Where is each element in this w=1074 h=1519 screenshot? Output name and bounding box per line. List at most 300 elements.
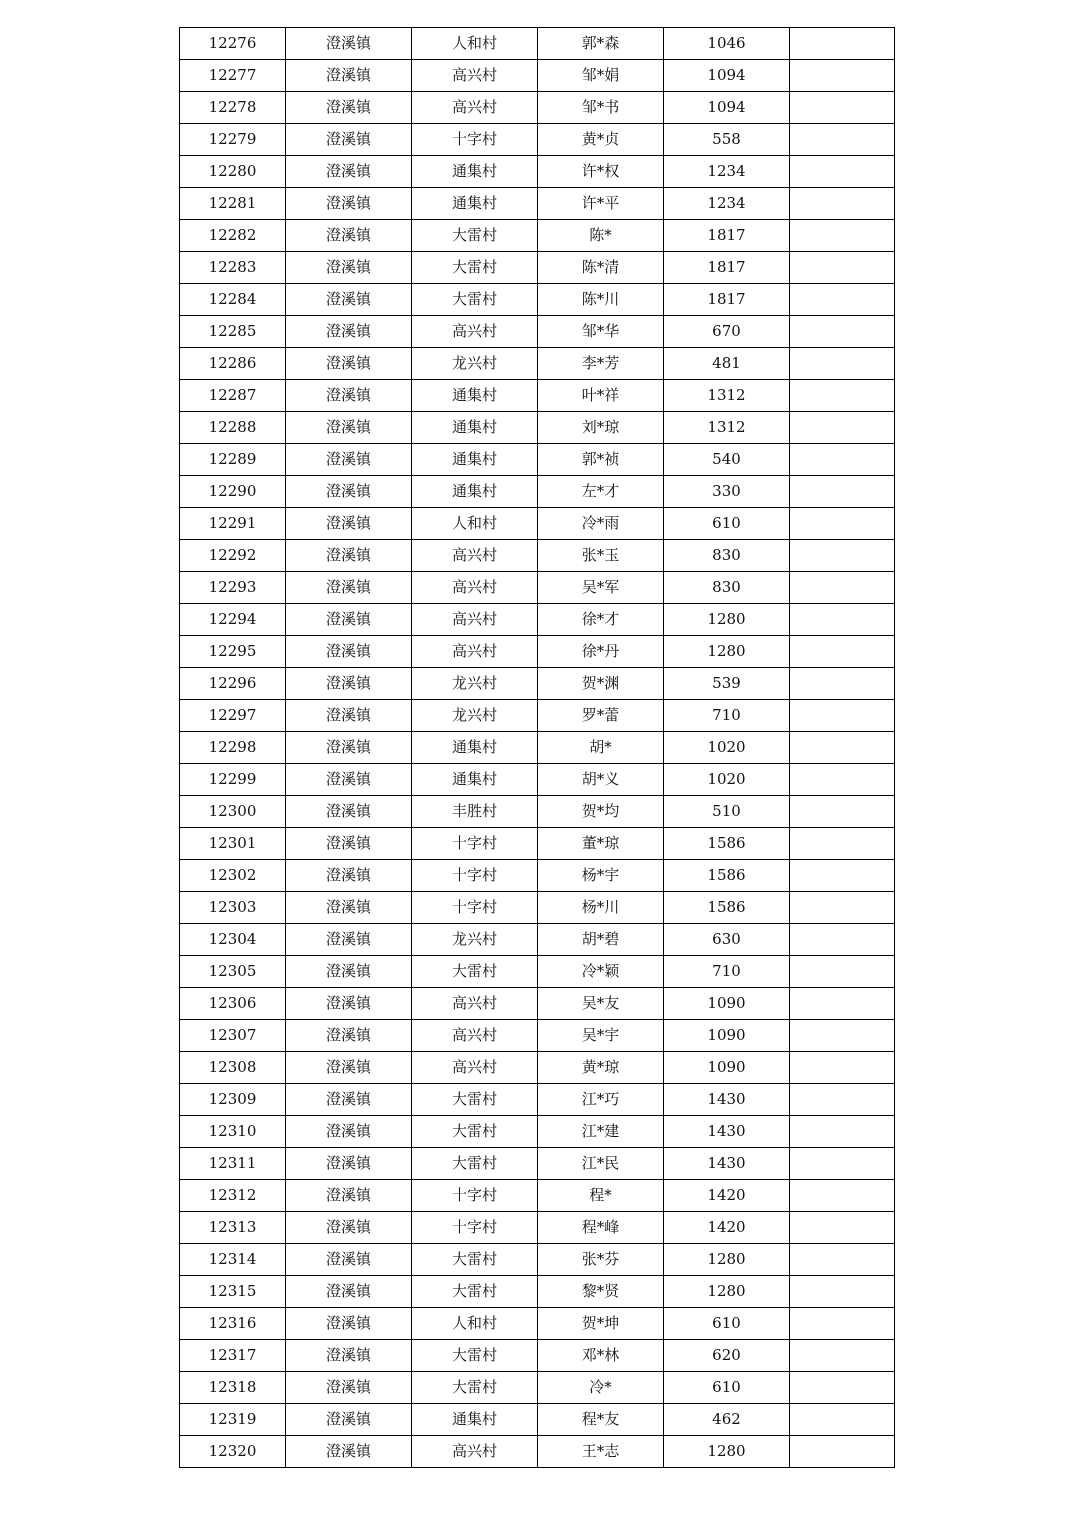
cell-amount: 510 — [664, 796, 790, 828]
cell-serial-number: 12304 — [180, 924, 286, 956]
cell-amount: 1430 — [664, 1084, 790, 1116]
cell-town: 澄溪镇 — [286, 284, 412, 316]
cell-town: 澄溪镇 — [286, 1148, 412, 1180]
cell-village: 通集村 — [412, 764, 538, 796]
cell-town: 澄溪镇 — [286, 1084, 412, 1116]
cell-note — [790, 252, 895, 284]
cell-serial-number: 12285 — [180, 316, 286, 348]
cell-name: 邹*华 — [538, 316, 664, 348]
cell-name: 冷* — [538, 1372, 664, 1404]
cell-village: 大雷村 — [412, 1340, 538, 1372]
cell-name: 程* — [538, 1180, 664, 1212]
table-row — [180, 380, 895, 412]
cell-name: 吴*军 — [538, 572, 664, 604]
table-row — [180, 988, 895, 1020]
table-row — [180, 700, 895, 732]
cell-name: 程*峰 — [538, 1212, 664, 1244]
cell-amount: 620 — [664, 1340, 790, 1372]
cell-village: 龙兴村 — [412, 924, 538, 956]
cell-serial-number: 12311 — [180, 1148, 286, 1180]
table-row — [180, 28, 895, 60]
cell-town: 澄溪镇 — [286, 1180, 412, 1212]
cell-town: 澄溪镇 — [286, 1276, 412, 1308]
table-row — [180, 92, 895, 124]
cell-amount: 1312 — [664, 412, 790, 444]
cell-town: 澄溪镇 — [286, 412, 412, 444]
cell-note — [790, 1148, 895, 1180]
cell-village: 高兴村 — [412, 540, 538, 572]
cell-village: 高兴村 — [412, 316, 538, 348]
cell-town: 澄溪镇 — [286, 1436, 412, 1468]
cell-village: 龙兴村 — [412, 700, 538, 732]
cell-serial-number: 12289 — [180, 444, 286, 476]
cell-note — [790, 956, 895, 988]
table-row — [180, 796, 895, 828]
cell-town: 澄溪镇 — [286, 1052, 412, 1084]
table-row — [180, 1148, 895, 1180]
cell-serial-number: 12307 — [180, 1020, 286, 1052]
cell-serial-number: 12310 — [180, 1116, 286, 1148]
cell-note — [790, 156, 895, 188]
cell-town: 澄溪镇 — [286, 924, 412, 956]
table-row — [180, 156, 895, 188]
cell-town: 澄溪镇 — [286, 764, 412, 796]
cell-village: 龙兴村 — [412, 668, 538, 700]
cell-serial-number: 12281 — [180, 188, 286, 220]
table-row — [180, 476, 895, 508]
cell-note — [790, 796, 895, 828]
cell-name: 黄*琼 — [538, 1052, 664, 1084]
cell-serial-number: 12280 — [180, 156, 286, 188]
cell-town: 澄溪镇 — [286, 348, 412, 380]
cell-town: 澄溪镇 — [286, 444, 412, 476]
cell-village: 大雷村 — [412, 1084, 538, 1116]
cell-amount: 1817 — [664, 252, 790, 284]
cell-amount: 830 — [664, 540, 790, 572]
cell-village: 龙兴村 — [412, 348, 538, 380]
cell-amount: 1094 — [664, 60, 790, 92]
cell-name: 郭*祯 — [538, 444, 664, 476]
cell-town: 澄溪镇 — [286, 1020, 412, 1052]
cell-amount: 539 — [664, 668, 790, 700]
cell-town: 澄溪镇 — [286, 700, 412, 732]
cell-village: 通集村 — [412, 412, 538, 444]
cell-village: 高兴村 — [412, 636, 538, 668]
table-row — [180, 956, 895, 988]
cell-note — [790, 732, 895, 764]
cell-town: 澄溪镇 — [286, 156, 412, 188]
table-row — [180, 636, 895, 668]
cell-town: 澄溪镇 — [286, 892, 412, 924]
cell-name: 罗*蕾 — [538, 700, 664, 732]
cell-village: 十字村 — [412, 828, 538, 860]
cell-name: 左*才 — [538, 476, 664, 508]
cell-note — [790, 1436, 895, 1468]
cell-serial-number: 12319 — [180, 1404, 286, 1436]
cell-name: 董*琼 — [538, 828, 664, 860]
cell-serial-number: 12277 — [180, 60, 286, 92]
cell-town: 澄溪镇 — [286, 860, 412, 892]
cell-note — [790, 1084, 895, 1116]
cell-village: 通集村 — [412, 476, 538, 508]
table-row — [180, 924, 895, 956]
cell-name: 江*建 — [538, 1116, 664, 1148]
cell-note — [790, 92, 895, 124]
cell-town: 澄溪镇 — [286, 124, 412, 156]
cell-village: 大雷村 — [412, 1276, 538, 1308]
table-row — [180, 60, 895, 92]
cell-village: 十字村 — [412, 892, 538, 924]
cell-town: 澄溪镇 — [286, 1244, 412, 1276]
cell-note — [790, 188, 895, 220]
cell-amount: 1090 — [664, 1052, 790, 1084]
table-row — [180, 1180, 895, 1212]
table-row — [180, 732, 895, 764]
cell-note — [790, 1212, 895, 1244]
cell-amount: 1020 — [664, 732, 790, 764]
cell-name: 徐*才 — [538, 604, 664, 636]
cell-town: 澄溪镇 — [286, 1372, 412, 1404]
cell-town: 澄溪镇 — [286, 828, 412, 860]
cell-name: 胡*义 — [538, 764, 664, 796]
cell-serial-number: 12312 — [180, 1180, 286, 1212]
cell-amount: 1090 — [664, 1020, 790, 1052]
cell-name: 陈* — [538, 220, 664, 252]
cell-serial-number: 12282 — [180, 220, 286, 252]
cell-note — [790, 636, 895, 668]
cell-name: 程*友 — [538, 1404, 664, 1436]
cell-serial-number: 12317 — [180, 1340, 286, 1372]
cell-note — [790, 1276, 895, 1308]
table-row — [180, 412, 895, 444]
cell-note — [790, 1116, 895, 1148]
cell-amount: 1586 — [664, 892, 790, 924]
cell-village: 大雷村 — [412, 1116, 538, 1148]
cell-village: 大雷村 — [412, 284, 538, 316]
cell-name: 黄*贞 — [538, 124, 664, 156]
table-row — [180, 252, 895, 284]
cell-amount: 610 — [664, 508, 790, 540]
cell-amount: 1280 — [664, 1244, 790, 1276]
cell-village: 通集村 — [412, 444, 538, 476]
cell-amount: 1817 — [664, 284, 790, 316]
cell-serial-number: 12279 — [180, 124, 286, 156]
cell-town: 澄溪镇 — [286, 1340, 412, 1372]
cell-serial-number: 12291 — [180, 508, 286, 540]
cell-serial-number: 12286 — [180, 348, 286, 380]
cell-name: 张*芬 — [538, 1244, 664, 1276]
cell-name: 许*平 — [538, 188, 664, 220]
table-row — [180, 572, 895, 604]
cell-note — [790, 1372, 895, 1404]
cell-note — [790, 1340, 895, 1372]
cell-serial-number: 12295 — [180, 636, 286, 668]
cell-amount: 462 — [664, 1404, 790, 1436]
cell-village: 高兴村 — [412, 1436, 538, 1468]
cell-amount: 630 — [664, 924, 790, 956]
cell-note — [790, 924, 895, 956]
cell-note — [790, 28, 895, 60]
cell-village: 通集村 — [412, 1404, 538, 1436]
cell-note — [790, 668, 895, 700]
table-row — [180, 1372, 895, 1404]
cell-serial-number: 12305 — [180, 956, 286, 988]
cell-serial-number: 12314 — [180, 1244, 286, 1276]
cell-name: 邹*娟 — [538, 60, 664, 92]
cell-serial-number: 12296 — [180, 668, 286, 700]
table-row — [180, 284, 895, 316]
table-row — [180, 764, 895, 796]
cell-amount: 610 — [664, 1372, 790, 1404]
cell-name: 吴*宇 — [538, 1020, 664, 1052]
table-row — [180, 508, 895, 540]
cell-note — [790, 988, 895, 1020]
cell-name: 贺*均 — [538, 796, 664, 828]
cell-amount: 670 — [664, 316, 790, 348]
cell-town: 澄溪镇 — [286, 956, 412, 988]
cell-serial-number: 12308 — [180, 1052, 286, 1084]
cell-amount: 481 — [664, 348, 790, 380]
cell-town: 澄溪镇 — [286, 316, 412, 348]
cell-serial-number: 12283 — [180, 252, 286, 284]
cell-serial-number: 12300 — [180, 796, 286, 828]
cell-serial-number: 12313 — [180, 1212, 286, 1244]
cell-name: 王*志 — [538, 1436, 664, 1468]
cell-village: 大雷村 — [412, 956, 538, 988]
cell-village: 高兴村 — [412, 1020, 538, 1052]
cell-village: 通集村 — [412, 732, 538, 764]
cell-note — [790, 860, 895, 892]
cell-village: 高兴村 — [412, 92, 538, 124]
cell-town: 澄溪镇 — [286, 1116, 412, 1148]
cell-serial-number: 12301 — [180, 828, 286, 860]
table-row — [180, 188, 895, 220]
cell-amount: 1280 — [664, 1436, 790, 1468]
cell-serial-number: 12318 — [180, 1372, 286, 1404]
table-row — [180, 1084, 895, 1116]
cell-serial-number: 12306 — [180, 988, 286, 1020]
cell-name: 徐*丹 — [538, 636, 664, 668]
cell-name: 冷*颖 — [538, 956, 664, 988]
cell-name: 邓*林 — [538, 1340, 664, 1372]
cell-village: 高兴村 — [412, 572, 538, 604]
cell-town: 澄溪镇 — [286, 92, 412, 124]
table-row — [180, 1244, 895, 1276]
cell-town: 澄溪镇 — [286, 1404, 412, 1436]
cell-amount: 610 — [664, 1308, 790, 1340]
table-row — [180, 604, 895, 636]
cell-town: 澄溪镇 — [286, 988, 412, 1020]
table-row — [180, 540, 895, 572]
cell-village: 高兴村 — [412, 988, 538, 1020]
cell-amount: 558 — [664, 124, 790, 156]
cell-name: 吴*友 — [538, 988, 664, 1020]
cell-name: 贺*渊 — [538, 668, 664, 700]
cell-serial-number: 12294 — [180, 604, 286, 636]
cell-note — [790, 220, 895, 252]
cell-village: 十字村 — [412, 1212, 538, 1244]
cell-village: 高兴村 — [412, 1052, 538, 1084]
cell-village: 高兴村 — [412, 60, 538, 92]
cell-town: 澄溪镇 — [286, 796, 412, 828]
cell-village: 十字村 — [412, 1180, 538, 1212]
cell-name: 冷*雨 — [538, 508, 664, 540]
cell-note — [790, 764, 895, 796]
cell-name: 李*芳 — [538, 348, 664, 380]
cell-serial-number: 12303 — [180, 892, 286, 924]
cell-amount: 330 — [664, 476, 790, 508]
cell-note — [790, 540, 895, 572]
table-row — [180, 220, 895, 252]
cell-note — [790, 572, 895, 604]
cell-name: 杨*川 — [538, 892, 664, 924]
cell-amount: 830 — [664, 572, 790, 604]
cell-serial-number: 12292 — [180, 540, 286, 572]
cell-amount: 1090 — [664, 988, 790, 1020]
cell-note — [790, 60, 895, 92]
cell-amount: 1430 — [664, 1148, 790, 1180]
cell-name: 贺*坤 — [538, 1308, 664, 1340]
cell-village: 通集村 — [412, 188, 538, 220]
cell-note — [790, 444, 895, 476]
table-row — [180, 1276, 895, 1308]
cell-note — [790, 412, 895, 444]
cell-town: 澄溪镇 — [286, 668, 412, 700]
cell-amount: 1430 — [664, 1116, 790, 1148]
cell-village: 十字村 — [412, 124, 538, 156]
cell-name: 胡* — [538, 732, 664, 764]
cell-name: 杨*宇 — [538, 860, 664, 892]
cell-note — [790, 1052, 895, 1084]
cell-note — [790, 284, 895, 316]
cell-name: 陈*清 — [538, 252, 664, 284]
cell-note — [790, 1308, 895, 1340]
cell-note — [790, 1404, 895, 1436]
table-row — [180, 124, 895, 156]
table-row — [180, 1052, 895, 1084]
cell-amount: 1312 — [664, 380, 790, 412]
cell-serial-number: 12278 — [180, 92, 286, 124]
roster-table-body — [180, 28, 895, 1468]
cell-amount: 710 — [664, 956, 790, 988]
cell-village: 大雷村 — [412, 1148, 538, 1180]
cell-serial-number: 12284 — [180, 284, 286, 316]
cell-note — [790, 1180, 895, 1212]
cell-amount: 1234 — [664, 188, 790, 220]
cell-town: 澄溪镇 — [286, 60, 412, 92]
cell-note — [790, 1020, 895, 1052]
roster-table — [179, 27, 895, 1468]
cell-amount: 1420 — [664, 1180, 790, 1212]
cell-serial-number: 12293 — [180, 572, 286, 604]
cell-name: 郭*森 — [538, 28, 664, 60]
cell-amount: 1586 — [664, 860, 790, 892]
cell-amount: 1020 — [664, 764, 790, 796]
cell-serial-number: 12290 — [180, 476, 286, 508]
table-row — [180, 892, 895, 924]
cell-town: 澄溪镇 — [286, 220, 412, 252]
cell-serial-number: 12315 — [180, 1276, 286, 1308]
cell-town: 澄溪镇 — [286, 604, 412, 636]
cell-town: 澄溪镇 — [286, 572, 412, 604]
cell-name: 刘*琼 — [538, 412, 664, 444]
cell-town: 澄溪镇 — [286, 732, 412, 764]
cell-town: 澄溪镇 — [286, 1308, 412, 1340]
cell-town: 澄溪镇 — [286, 508, 412, 540]
cell-amount: 1280 — [664, 636, 790, 668]
cell-amount: 1234 — [664, 156, 790, 188]
cell-serial-number: 12288 — [180, 412, 286, 444]
cell-town: 澄溪镇 — [286, 252, 412, 284]
cell-name: 江*民 — [538, 1148, 664, 1180]
table-row — [180, 348, 895, 380]
cell-note — [790, 828, 895, 860]
cell-note — [790, 476, 895, 508]
table-row — [180, 1340, 895, 1372]
cell-village: 人和村 — [412, 28, 538, 60]
cell-amount: 1420 — [664, 1212, 790, 1244]
cell-name: 胡*碧 — [538, 924, 664, 956]
cell-name: 叶*祥 — [538, 380, 664, 412]
cell-name: 张*玉 — [538, 540, 664, 572]
table-row — [180, 1436, 895, 1468]
cell-serial-number: 12299 — [180, 764, 286, 796]
table-row — [180, 1020, 895, 1052]
cell-note — [790, 1244, 895, 1276]
table-row — [180, 444, 895, 476]
cell-village: 十字村 — [412, 860, 538, 892]
cell-town: 澄溪镇 — [286, 1212, 412, 1244]
cell-town: 澄溪镇 — [286, 540, 412, 572]
cell-serial-number: 12316 — [180, 1308, 286, 1340]
cell-name: 江*巧 — [538, 1084, 664, 1116]
cell-village: 通集村 — [412, 380, 538, 412]
cell-serial-number: 12302 — [180, 860, 286, 892]
cell-serial-number: 12309 — [180, 1084, 286, 1116]
cell-name: 许*权 — [538, 156, 664, 188]
cell-serial-number: 12298 — [180, 732, 286, 764]
cell-amount: 1280 — [664, 604, 790, 636]
cell-town: 澄溪镇 — [286, 380, 412, 412]
table-row — [180, 1308, 895, 1340]
table-row — [180, 1212, 895, 1244]
table-row — [180, 316, 895, 348]
cell-village: 丰胜村 — [412, 796, 538, 828]
cell-note — [790, 508, 895, 540]
cell-name: 陈*川 — [538, 284, 664, 316]
cell-town: 澄溪镇 — [286, 636, 412, 668]
cell-town: 澄溪镇 — [286, 476, 412, 508]
cell-village: 大雷村 — [412, 252, 538, 284]
cell-village: 人和村 — [412, 1308, 538, 1340]
table-row — [180, 1116, 895, 1148]
cell-amount: 710 — [664, 700, 790, 732]
cell-amount: 540 — [664, 444, 790, 476]
cell-note — [790, 380, 895, 412]
cell-note — [790, 124, 895, 156]
cell-amount: 1586 — [664, 828, 790, 860]
cell-village: 通集村 — [412, 156, 538, 188]
cell-note — [790, 604, 895, 636]
table-row — [180, 668, 895, 700]
table-row — [180, 860, 895, 892]
cell-village: 大雷村 — [412, 220, 538, 252]
cell-amount: 1046 — [664, 28, 790, 60]
cell-village: 人和村 — [412, 508, 538, 540]
cell-note — [790, 348, 895, 380]
cell-serial-number: 12276 — [180, 28, 286, 60]
cell-amount: 1817 — [664, 220, 790, 252]
